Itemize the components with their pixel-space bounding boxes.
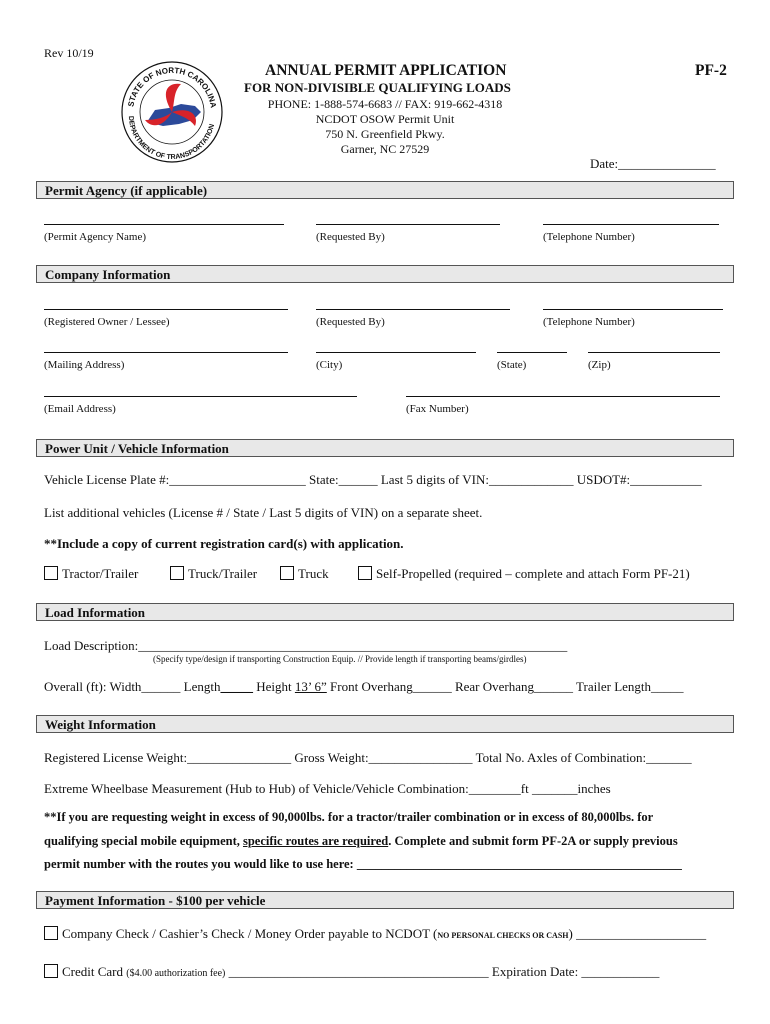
checkbox[interactable] (44, 566, 58, 580)
section-permit-agency (36, 181, 734, 199)
field-caption: (Telephone Number) (543, 231, 635, 243)
height-value: 13’ 6” (294, 679, 327, 694)
option-truck-trailer[interactable]: Truck/Trailer (170, 566, 257, 582)
section-heading: Load Information (45, 605, 146, 620)
load-description-hint: (Specify type/design if transporting Construction Equip. // Provide length if transporting beams/girdles) (153, 654, 527, 664)
field-caption: (State) (497, 359, 527, 371)
routes-line[interactable]: permit number with the routes you would like to use here: ____________________________________________________ (44, 857, 682, 871)
field-caption: (City) (316, 359, 343, 371)
checkbox[interactable] (44, 926, 58, 940)
section-power-unit (36, 439, 734, 457)
weight-note-1: **If you are requesting weight in excess of 90,000lbs. for a tractor/trailer combination or in excess of 80,000lbs. for (44, 810, 654, 824)
revision-label: Rev 10/19 (44, 46, 94, 60)
section-heading: Permit Agency (if applicable) (45, 183, 208, 198)
mailing-address-line[interactable] (44, 352, 288, 353)
checkbox[interactable] (170, 566, 184, 580)
wheelbase-line[interactable]: Extreme Wheelbase Measurement (Hub to Hub) of Vehicle/Vehicle Combination:________ft _______inches (44, 781, 611, 796)
field-caption: (Telephone Number) (543, 316, 635, 328)
permit-requested-by-line[interactable] (316, 224, 500, 225)
field-caption: (Requested By) (316, 231, 385, 243)
owner-line[interactable] (44, 309, 288, 310)
permit-telephone-line[interactable] (543, 224, 719, 225)
field-caption: (Permit Agency Name) (44, 231, 147, 243)
field-caption: (Fax Number) (406, 403, 469, 415)
payment-check-option[interactable]: Company Check / Cashier’s Check / Money Order payable to NCDOT (NO PERSONAL CHECKS OR CASH) ____________________ (44, 926, 706, 942)
email-line[interactable] (44, 396, 357, 397)
date-field[interactable]: Date:_______________ (590, 156, 716, 171)
form-id: PF-2 (695, 62, 727, 79)
section-weight (36, 715, 734, 733)
zip-line[interactable] (588, 352, 720, 353)
section-heading: Payment Information - $100 per vehicle (45, 893, 266, 908)
additional-vehicles-note: List additional vehicles (License # / State / Last 5 digits of VIN) on a separate sheet. (44, 505, 483, 520)
fax-line[interactable] (406, 396, 720, 397)
weight-line[interactable]: Registered License Weight:________________ Gross Weight:________________ Total No. Axles of Combination:_______ (44, 750, 692, 765)
form-subtitle: FOR NON-DIVISIBLE QUALIFYING LOADS (244, 80, 511, 95)
registration-note: **Include a copy of current registration card(s) with application. (44, 536, 404, 551)
field-caption: (Zip) (588, 359, 611, 371)
company-requested-by-line[interactable] (316, 309, 510, 310)
option-tractor-trailer[interactable]: Tractor/Trailer (44, 566, 138, 582)
section-heading: Weight Information (45, 717, 156, 732)
section-heading: Company Information (45, 267, 171, 282)
vehicle-info-line[interactable]: Vehicle License Plate #:_____________________ State:______ Last 5 digits of VIN:_____________ USDOT#:___________ (44, 472, 702, 487)
svg-text:STATE OF NORTH CAROLINA: STATE OF NORTH CAROLINA (126, 65, 218, 109)
contact-unit: NCDOT OSOW Permit Unit (315, 112, 455, 126)
payment-credit-option[interactable]: Credit Card ($4.00 authorization fee) ________________________________________ Expiration Date: ____________ (44, 964, 659, 980)
city-line[interactable] (316, 352, 476, 353)
section-company (36, 265, 734, 283)
option-truck[interactable]: Truck (280, 566, 329, 582)
field-caption: (Mailing Address) (44, 359, 125, 371)
contact-phone: PHONE: 1-888-574-6683 // FAX: 919-662-4318 (267, 97, 503, 111)
permit-agency-name-line[interactable] (44, 224, 284, 225)
contact-street: 750 N. Greenfield Pkwy. (325, 127, 445, 141)
form-title: ANNUAL PERMIT APPLICATION (265, 62, 507, 79)
checkbox[interactable] (280, 566, 294, 580)
field-caption: (Requested By) (316, 316, 385, 328)
field-caption: (Email Address) (44, 403, 116, 415)
checkbox[interactable] (358, 566, 372, 580)
checkbox[interactable] (44, 964, 58, 978)
dimensions-line[interactable]: Overall (ft): Width______ Length_____ Height 13’ 6” Front Overhang______ Rear Overhang______ Trailer Length_____ (44, 679, 684, 694)
weight-note-2: qualifying special mobile equipment, specific routes are required. Complete and submit form PF-2A or supply previous (44, 834, 678, 848)
option-self-propelled[interactable]: Self-Propelled (required – complete and attach Form PF-21) (358, 566, 690, 582)
section-heading: Power Unit / Vehicle Information (45, 441, 229, 456)
load-description-line[interactable]: Load Description:__________________________________________________________________ (44, 638, 568, 653)
section-load (36, 603, 734, 621)
section-payment (36, 891, 734, 909)
company-telephone-line[interactable] (543, 309, 723, 310)
state-line[interactable] (497, 352, 567, 353)
ncdot-seal (119, 60, 225, 164)
field-caption: (Registered Owner / Lessee) (44, 316, 170, 328)
contact-city: Garner, NC 27529 (340, 142, 430, 156)
svg-text:DEPARTMENT OF TRANSPORTATION: DEPARTMENT OF TRANSPORTATION (126, 115, 217, 162)
